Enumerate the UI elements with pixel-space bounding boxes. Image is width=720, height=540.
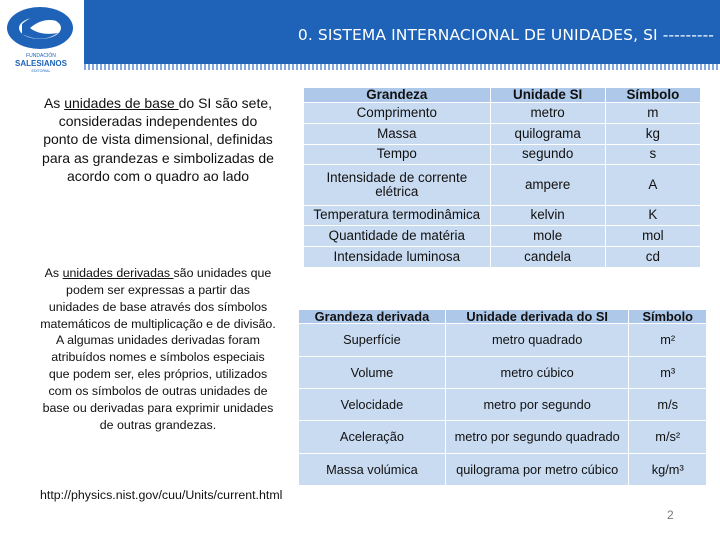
salesianos-logo — [0, 0, 84, 76]
table-row: Massa volúmica quilograma por metro cúbico kg/m³ — [299, 453, 707, 485]
column-header: Grandeza — [304, 88, 491, 103]
table-row: Temperatura termodinâmica kelvin K — [304, 205, 701, 226]
derived-units-term: unidades derivadas — [62, 266, 174, 280]
si-derived-units-table — [298, 309, 707, 486]
table-row: Superfície metro quadrado m² — [299, 324, 707, 356]
table-row: Comprimento metro m — [304, 103, 701, 124]
column-header: Unidade SI — [490, 88, 605, 103]
table-row: Massa quilograma kg — [304, 123, 701, 144]
si-base-units-table — [303, 87, 701, 268]
table-row: Aceleração metro por segundo quadrado m/s² — [299, 421, 707, 453]
svg-text:FUNDACIÓN: FUNDACIÓN — [26, 53, 56, 59]
base-units-term: unidades de base — [64, 95, 179, 111]
column-header: Grandeza derivada — [299, 310, 446, 324]
header-bar — [84, 0, 720, 64]
table-row: Intensidade de corrente elétrica ampere A — [304, 165, 701, 205]
svg-text:EDITORIAL: EDITORIAL — [31, 69, 51, 73]
table-header-row — [299, 310, 707, 324]
column-header: Unidade derivada do SI — [445, 310, 629, 324]
nist-reference-link[interactable]: http://physics.nist.gov/cuu/Units/current.html — [40, 488, 283, 502]
derived-units-paragraph: As unidades derivadas são unidades que podem ser expressas a partir das unidades de base através dos símbolos matemáticos de multiplicação e de divisão. A algumas unidades derivadas foram atribuídos nomes e símbolos especiais que podem ser, eles próprios, utilizados com os símbolos de outras unidades de base ou derivadas para exprimir unidades de outras grandezas. — [40, 266, 276, 432]
table-row: Quantidade de matéria mole mol — [304, 226, 701, 247]
table-row: Volume metro cúbico m³ — [299, 356, 707, 388]
table-row: Intensidade luminosa candela cd — [304, 247, 701, 268]
column-header: Símbolo — [629, 310, 707, 324]
base-units-paragraph: As unidades de base do SI são sete, consideradas independentes do ponto de vista dimensional, definidas para as grandezas e simbolizadas de acordo com o quadro ao lado — [42, 95, 274, 184]
table-row: Velocidade metro por segundo m/s — [299, 389, 707, 421]
svg-text:SALESIANOS: SALESIANOS — [14, 59, 68, 68]
page-number: 2 — [667, 508, 674, 522]
slide-title: 0. SISTEMA INTERNACIONAL DE UNIDADES, SI --------- — [297, 26, 714, 44]
header-divider — [84, 64, 720, 70]
table-row: Tempo segundo s — [304, 144, 701, 165]
column-header: Símbolo — [605, 88, 700, 103]
table-header-row — [304, 88, 701, 103]
